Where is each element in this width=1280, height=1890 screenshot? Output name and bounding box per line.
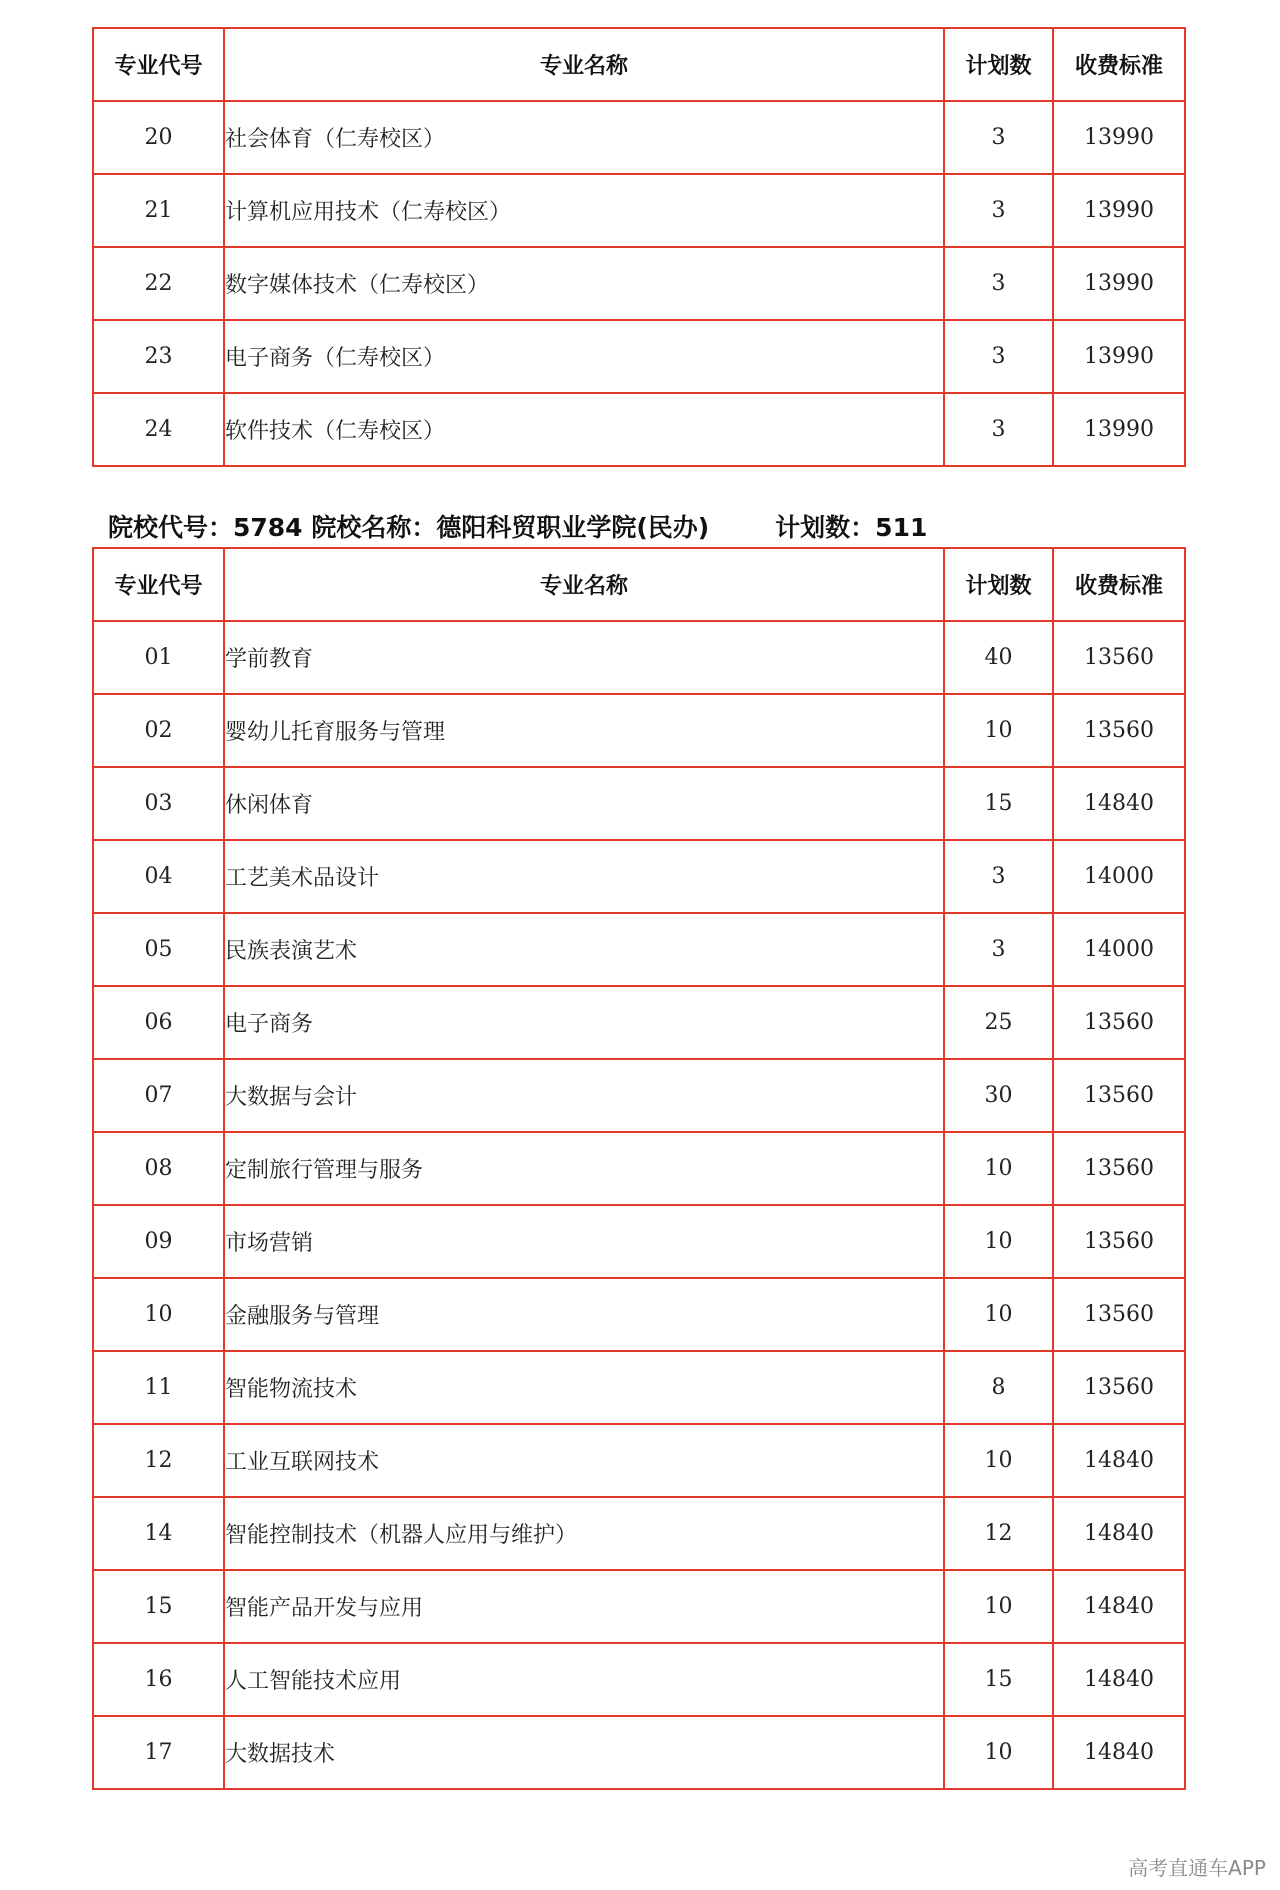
cell-count: 3 [944, 393, 1053, 466]
table-row [93, 694, 1185, 767]
cell-name: 智能产品开发与应用 [224, 1570, 944, 1643]
cell-code: 02 [93, 694, 224, 767]
table-row [93, 1424, 1185, 1497]
cell-name: 人工智能技术应用 [224, 1643, 944, 1716]
table-row [93, 1716, 1185, 1789]
table-row [93, 913, 1185, 986]
cell-name: 电子商务 [224, 986, 944, 1059]
cell-code: 06 [93, 986, 224, 1059]
cell-name: 休闲体育 [224, 767, 944, 840]
cell-code: 22 [93, 247, 224, 320]
cell-name: 工艺美术品设计 [224, 840, 944, 913]
cell-count: 12 [944, 1497, 1053, 1570]
cell-code: 23 [93, 320, 224, 393]
table-row [93, 1570, 1185, 1643]
cell-fee: 13560 [1053, 694, 1185, 767]
table-row [93, 174, 1185, 247]
cell-name: 智能物流技术 [224, 1351, 944, 1424]
header-code: 专业代号 [93, 548, 224, 621]
table-row [93, 247, 1185, 320]
cell-fee: 14840 [1053, 1716, 1185, 1789]
cell-count: 10 [944, 1570, 1053, 1643]
cell-code: 15 [93, 1570, 224, 1643]
cell-name: 民族表演艺术 [224, 913, 944, 986]
cell-fee: 14000 [1053, 913, 1185, 986]
cell-fee: 13560 [1053, 1351, 1185, 1424]
cell-name: 市场营销 [224, 1205, 944, 1278]
table-row [93, 1497, 1185, 1570]
plan-table-1 [92, 27, 1186, 467]
header-name: 专业名称 [224, 28, 944, 101]
cell-fee: 13560 [1053, 1059, 1185, 1132]
table-row [93, 767, 1185, 840]
cell-name: 大数据与会计 [224, 1059, 944, 1132]
cell-code: 01 [93, 621, 224, 694]
table-row [93, 101, 1185, 174]
cell-fee: 13990 [1053, 393, 1185, 466]
cell-name: 婴幼儿托育服务与管理 [224, 694, 944, 767]
table-row [93, 1132, 1185, 1205]
cell-fee: 13560 [1053, 1132, 1185, 1205]
table-row [93, 1643, 1185, 1716]
cell-code: 09 [93, 1205, 224, 1278]
cell-code: 14 [93, 1497, 224, 1570]
cell-fee: 13560 [1053, 986, 1185, 1059]
table-header-row [93, 548, 1185, 621]
cell-name: 社会体育（仁寿校区） [224, 101, 944, 174]
cell-name: 智能控制技术（机器人应用与维护） [224, 1497, 944, 1570]
cell-name: 大数据技术 [224, 1716, 944, 1789]
cell-code: 21 [93, 174, 224, 247]
cell-name: 定制旅行管理与服务 [224, 1132, 944, 1205]
cell-fee: 14840 [1053, 1570, 1185, 1643]
cell-name: 金融服务与管理 [224, 1278, 944, 1351]
cell-fee: 13560 [1053, 1278, 1185, 1351]
cell-fee: 14000 [1053, 840, 1185, 913]
table-row [93, 1205, 1185, 1278]
cell-fee: 13990 [1053, 174, 1185, 247]
cell-count: 10 [944, 694, 1053, 767]
cell-count: 3 [944, 913, 1053, 986]
table-row [93, 621, 1185, 694]
table-row [93, 1059, 1185, 1132]
header-fee: 收费标准 [1053, 548, 1185, 621]
cell-count: 3 [944, 101, 1053, 174]
table-row [93, 1278, 1185, 1351]
header-fee: 收费标准 [1053, 28, 1185, 101]
cell-fee: 13990 [1053, 101, 1185, 174]
cell-name: 数字媒体技术（仁寿校区） [224, 247, 944, 320]
watermark: 高考直通车APP [1128, 1856, 1266, 1880]
table-row [93, 1351, 1185, 1424]
cell-code: 03 [93, 767, 224, 840]
header-code: 专业代号 [93, 28, 224, 101]
cell-count: 3 [944, 840, 1053, 913]
cell-fee: 13990 [1053, 247, 1185, 320]
school-code: 院校代号：5784 [108, 513, 303, 542]
cell-name: 工业互联网技术 [224, 1424, 944, 1497]
cell-count: 10 [944, 1278, 1053, 1351]
cell-count: 10 [944, 1132, 1053, 1205]
cell-count: 10 [944, 1716, 1053, 1789]
cell-fee: 13560 [1053, 1205, 1185, 1278]
cell-code: 12 [93, 1424, 224, 1497]
cell-count: 3 [944, 320, 1053, 393]
cell-fee: 13990 [1053, 320, 1185, 393]
table-row [93, 393, 1185, 466]
cell-code: 07 [93, 1059, 224, 1132]
table-row [93, 320, 1185, 393]
cell-name: 学前教育 [224, 621, 944, 694]
cell-code: 08 [93, 1132, 224, 1205]
cell-count: 40 [944, 621, 1053, 694]
table-row [93, 986, 1185, 1059]
cell-code: 10 [93, 1278, 224, 1351]
cell-name: 软件技术（仁寿校区） [224, 393, 944, 466]
table-header-row [93, 28, 1185, 101]
cell-code: 11 [93, 1351, 224, 1424]
cell-fee: 14840 [1053, 767, 1185, 840]
table-row [93, 840, 1185, 913]
header-count: 计划数 [944, 548, 1053, 621]
cell-count: 3 [944, 247, 1053, 320]
cell-count: 15 [944, 767, 1053, 840]
cell-fee: 14840 [1053, 1497, 1185, 1570]
cell-fee: 14840 [1053, 1424, 1185, 1497]
cell-code: 04 [93, 840, 224, 913]
cell-name: 计算机应用技术（仁寿校区） [224, 174, 944, 247]
cell-count: 30 [944, 1059, 1053, 1132]
cell-count: 8 [944, 1351, 1053, 1424]
cell-name: 电子商务（仁寿校区） [224, 320, 944, 393]
cell-code: 20 [93, 101, 224, 174]
cell-code: 16 [93, 1643, 224, 1716]
cell-code: 05 [93, 913, 224, 986]
cell-count: 10 [944, 1205, 1053, 1278]
cell-count: 10 [944, 1424, 1053, 1497]
school-header [108, 508, 927, 544]
header-count: 计划数 [944, 28, 1053, 101]
school-name: 院校名称：德阳科贸职业学院(民办) [311, 513, 710, 542]
cell-code: 17 [93, 1716, 224, 1789]
cell-count: 25 [944, 986, 1053, 1059]
cell-count: 3 [944, 174, 1053, 247]
cell-code: 24 [93, 393, 224, 466]
cell-fee: 13560 [1053, 621, 1185, 694]
cell-fee: 14840 [1053, 1643, 1185, 1716]
header-name: 专业名称 [224, 548, 944, 621]
school-plan-count: 计划数：511 [775, 513, 928, 542]
cell-count: 15 [944, 1643, 1053, 1716]
plan-table-2 [92, 547, 1186, 1790]
